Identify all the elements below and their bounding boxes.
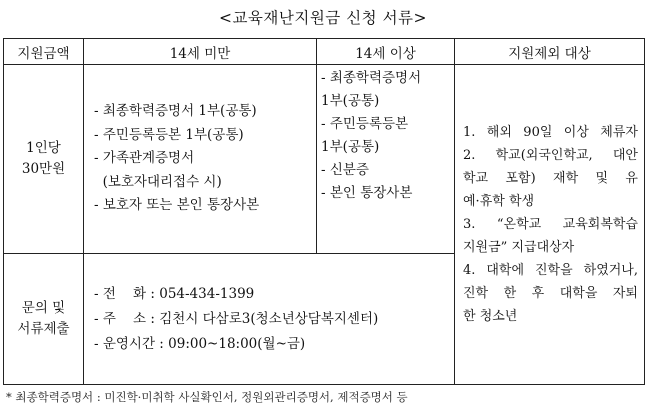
excluded-line: 1. 해외 90일 이상 체류자 [463,125,638,140]
contact-label-line-2: 서류제출 [17,321,70,337]
excluded-line: 한 청소년 [463,309,518,324]
contact-cell [84,254,455,385]
excluded-line: 4. 대학에 진학을 하였거나, [463,263,638,278]
list-item: - 최종학력증명서 [321,70,422,86]
list-item: - 주민등록등본 1부(공통) [94,126,244,143]
under-14-docs-cell [84,65,317,254]
list-item: (보호자대리접수 시) [94,173,222,190]
header-excluded: 지원제외 대상 [455,39,645,65]
list-item: - 본인 통장사본 [321,185,413,201]
excluded-line: 3. “온학교 교육회복학습 [463,217,638,232]
excluded-line: 학교 포함) 재학 및 유 [463,171,638,186]
list-item: - 주민등록등본 [321,116,409,132]
list-item: - 가족관계증명서 [94,150,195,167]
excluded-line: 2. 학교(외국인학교, 대안 [463,148,638,163]
amount-line-1: 1인당 [26,140,61,156]
excluded-cell [455,65,645,385]
table-row [4,65,645,254]
list-item: - 신분증 [321,162,369,178]
list-item: 1부(공통) [321,93,380,109]
header-over-14: 14세 이상 [317,39,455,65]
amount-cell [4,65,84,254]
list-item: - 최종학력증명서 1부(공통) [94,103,257,120]
contact-label-line-1: 문의 및 [21,300,66,316]
contact-address: - 주 소 : 김천시 다삼로3(청소년상담복지센터) [94,310,379,327]
contact-hours: - 운영시간 : 09:00~18:00(월~금) [94,335,306,352]
list-item: - 보호자 또는 본인 통장사본 [94,197,260,214]
page-title: <교육재난지원금 신청 서류> [218,9,428,27]
list-item: 1부(공통) [321,139,380,155]
amount-line-2: 30만원 [21,161,66,177]
contact-label-cell [4,254,84,385]
excluded-line: 예·휴학 학생 [463,194,535,209]
excluded-line: 진학 한 후 대학을 자퇴 [463,286,638,301]
excluded-line: 지원금” 지급대상자 [463,240,575,255]
contact-phone: - 전 화 : 054-434-1399 [94,285,255,302]
header-under-14: 14세 미만 [84,39,317,65]
footnote: * 최종학력증명서 : 미진학·미취학 사실확인서, 정원외관리증명서, 제적증명서 등 [6,390,408,404]
table-header-row [4,39,645,65]
header-amount: 지원금액 [4,39,84,65]
over-14-docs-cell [317,65,455,254]
application-documents-table [3,38,645,385]
